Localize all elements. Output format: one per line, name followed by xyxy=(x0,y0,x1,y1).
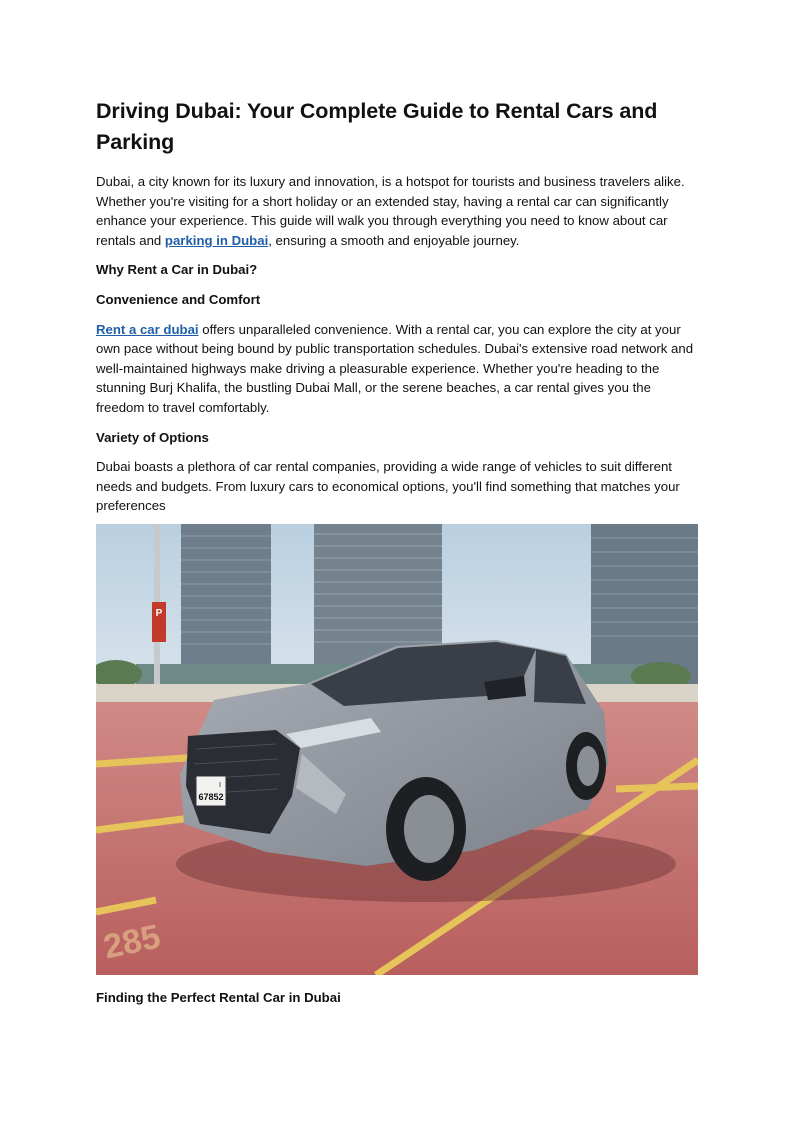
section-heading-finding: Finding the Perfect Rental Car in Dubai xyxy=(96,990,341,1005)
section-heading-why-rent: Why Rent a Car in Dubai? xyxy=(96,262,258,278)
rental-car-photo xyxy=(96,524,698,975)
next-section xyxy=(96,988,700,1008)
intro-paragraph xyxy=(96,172,700,250)
rent-a-car-dubai-link[interactable]: Rent a car dubai xyxy=(96,321,199,337)
intro-text-1: Dubai, a city known for its luxury and innovation, is a hotspot for tourists and business travelers alike. Whether you're visiting for a short holiday or an extended stay, having a rental car can significantly enhance your experience. This guide will walk you through everything you need to know about car rentals and xyxy=(96,174,685,248)
intro-text-2: , ensuring a smooth and enjoyable journey. xyxy=(268,232,520,248)
convenience-paragraph xyxy=(96,320,700,418)
plate-code: I xyxy=(219,782,221,789)
convenience-text: offers unparalleled convenience. With a rental car, you can explore the city at your own pace without being bound by public transportation schedules. Dubai's extensive road network and well-maintained highways make driving a pleasurable experience. Whether you're heading to the stunning Burj Khalifa, the bustling Dubai Mall, or the serene beaches, a car rental gives you the freedom to travel comfortably. xyxy=(96,321,694,415)
plate-number: 67852 xyxy=(198,792,224,802)
document-body xyxy=(96,96,700,516)
page-title: Driving Dubai: Your Complete Guide to Rental Cars and Parking xyxy=(96,99,658,154)
parking-sign-letter: P xyxy=(155,608,163,619)
section-heading-variety: Variety of Options xyxy=(96,429,209,445)
parking-in-dubai-link[interactable]: parking in Dubai xyxy=(164,232,269,248)
bay-number: 285 xyxy=(100,917,164,967)
section-heading-convenience: Convenience and Comfort xyxy=(96,291,261,307)
variety-paragraph: Dubai boasts a plethora of car rental companies, providing a wide range of vehicles to suit different needs and budgets. From luxury cars to economical options, you'll find something that matches your preferences xyxy=(96,459,680,514)
